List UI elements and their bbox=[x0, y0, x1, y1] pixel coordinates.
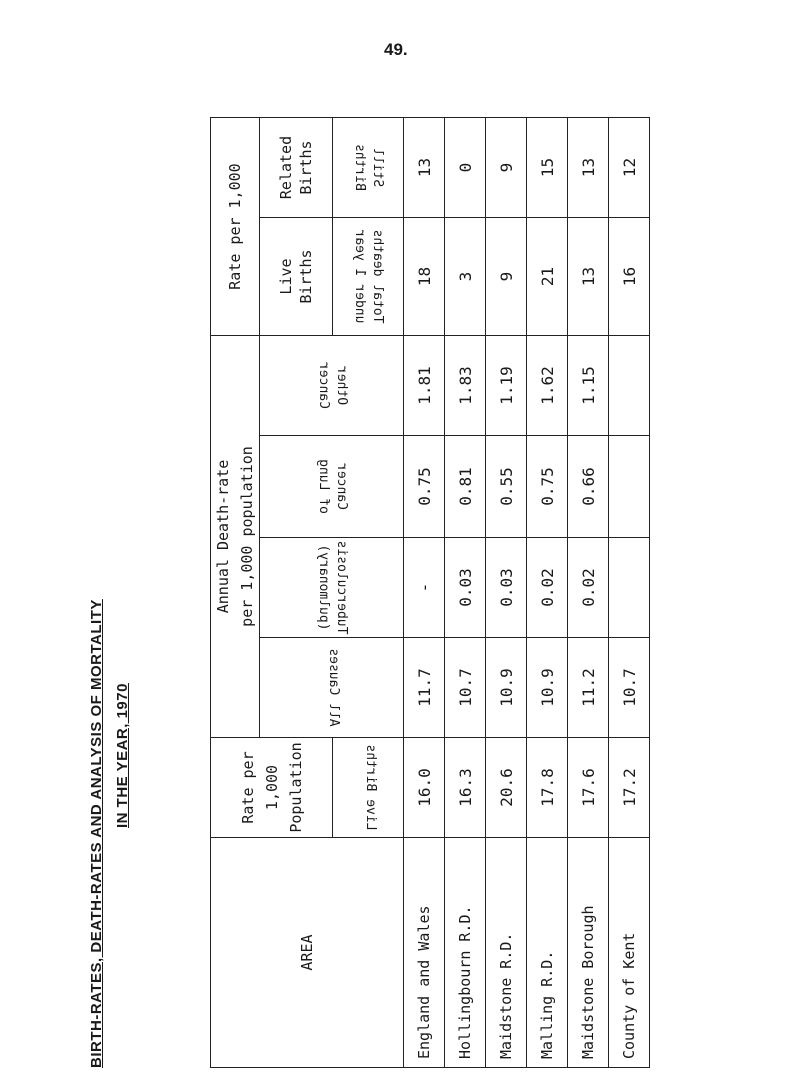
still-births-header: Still Births bbox=[333, 118, 404, 218]
mortality-table bbox=[210, 117, 650, 1068]
all-causes-cell: 11.2 bbox=[568, 638, 609, 738]
other-cancer-cell: 1.62 bbox=[527, 336, 568, 436]
infant-deaths-cell: 9 bbox=[486, 218, 527, 336]
area-cell: Hollingbourn R.D. bbox=[445, 838, 486, 1068]
table-row bbox=[404, 118, 445, 1068]
related-births-header: Related Births bbox=[260, 118, 333, 218]
area-cell: County of Kent bbox=[609, 838, 650, 1068]
tuberculosis-cell: - bbox=[404, 538, 445, 638]
total-deaths-header: Total deaths under 1 year bbox=[333, 218, 404, 336]
other-cancer-cell: 1.15 bbox=[568, 336, 609, 436]
tuberculosis-cell: 0.03 bbox=[486, 538, 527, 638]
tuberculosis-header: Tuberculosis (pulmonary) bbox=[260, 538, 404, 638]
all-causes-cell: 10.7 bbox=[609, 638, 650, 738]
infant-deaths-cell: 16 bbox=[609, 218, 650, 336]
infant-deaths-cell: 13 bbox=[568, 218, 609, 336]
all-causes-cell: 11.7 bbox=[404, 638, 445, 738]
tuberculosis-cell: 0.03 bbox=[445, 538, 486, 638]
live-birth-rate-cell: 16.0 bbox=[404, 738, 445, 838]
lung-cancer-cell: 0.66 bbox=[568, 436, 609, 538]
birth-rate-group-header: Rate per 1,000 Population bbox=[211, 738, 333, 838]
other-cancer-cell: 1.81 bbox=[404, 336, 445, 436]
live-births-group-header: Live Births bbox=[260, 218, 333, 336]
table-row bbox=[445, 118, 486, 1068]
death-rate-group-header: Annual Death-rate per 1,000 population bbox=[211, 336, 260, 738]
table-subtitle: IN THE YEAR, 1970 bbox=[114, 683, 131, 828]
area-cell: England and Wales bbox=[404, 838, 445, 1068]
live-births-header: Live Births bbox=[333, 738, 404, 838]
area-cell: Malling R.D. bbox=[527, 838, 568, 1068]
live-birth-rate-cell: 20.6 bbox=[486, 738, 527, 838]
lung-cancer-cell bbox=[609, 436, 650, 538]
live-birth-rate-cell: 16.3 bbox=[445, 738, 486, 838]
tuberculosis-cell bbox=[609, 538, 650, 638]
still-births-cell: 12 bbox=[609, 118, 650, 218]
other-cancer-cell: 1.83 bbox=[445, 336, 486, 436]
other-cancer-cell: 1.19 bbox=[486, 336, 527, 436]
tuberculosis-cell: 0.02 bbox=[527, 538, 568, 638]
infant-deaths-cell: 21 bbox=[527, 218, 568, 336]
table-title: BIRTH-RATES, DEATH-RATES AND ANALYSIS OF MORTALITY bbox=[88, 599, 105, 1068]
still-births-cell: 13 bbox=[404, 118, 445, 218]
all-causes-cell: 10.7 bbox=[445, 638, 486, 738]
lung-cancer-header: Cancer of Lung bbox=[260, 436, 404, 538]
infant-deaths-cell: 18 bbox=[404, 218, 445, 336]
tuberculosis-cell: 0.02 bbox=[568, 538, 609, 638]
area-cell: Maidstone R.D. bbox=[486, 838, 527, 1068]
rotated-table-sheet bbox=[88, 118, 718, 1068]
still-births-cell: 9 bbox=[486, 118, 527, 218]
still-births-cell: 0 bbox=[445, 118, 486, 218]
area-cell: Maidstone Borough bbox=[568, 838, 609, 1068]
header-row-groups bbox=[211, 118, 260, 1068]
live-birth-rate-cell: 17.8 bbox=[527, 738, 568, 838]
other-cancer-cell bbox=[609, 336, 650, 436]
area-header: AREA bbox=[211, 838, 404, 1068]
live-birth-rate-cell: 17.6 bbox=[568, 738, 609, 838]
still-births-cell: 13 bbox=[568, 118, 609, 218]
all-causes-cell: 10.9 bbox=[527, 638, 568, 738]
table-row bbox=[568, 118, 609, 1068]
still-births-cell: 15 bbox=[527, 118, 568, 218]
lung-cancer-cell: 0.55 bbox=[486, 436, 527, 538]
other-cancer-header: Other Cancer bbox=[260, 336, 404, 436]
table-row bbox=[486, 118, 527, 1068]
table-row bbox=[609, 118, 650, 1068]
table-row bbox=[527, 118, 568, 1068]
lung-cancer-cell: 0.75 bbox=[527, 436, 568, 538]
lung-cancer-cell: 0.81 bbox=[445, 436, 486, 538]
infant-deaths-cell: 3 bbox=[445, 218, 486, 336]
live-birth-rate-cell: 17.2 bbox=[609, 738, 650, 838]
all-causes-header: All Causes bbox=[260, 638, 404, 738]
all-causes-cell: 10.9 bbox=[486, 638, 527, 738]
page-number: 49. bbox=[384, 40, 408, 59]
rate-per-1000-group-header: Rate per 1,000 bbox=[211, 118, 260, 336]
lung-cancer-cell: 0.75 bbox=[404, 436, 445, 538]
